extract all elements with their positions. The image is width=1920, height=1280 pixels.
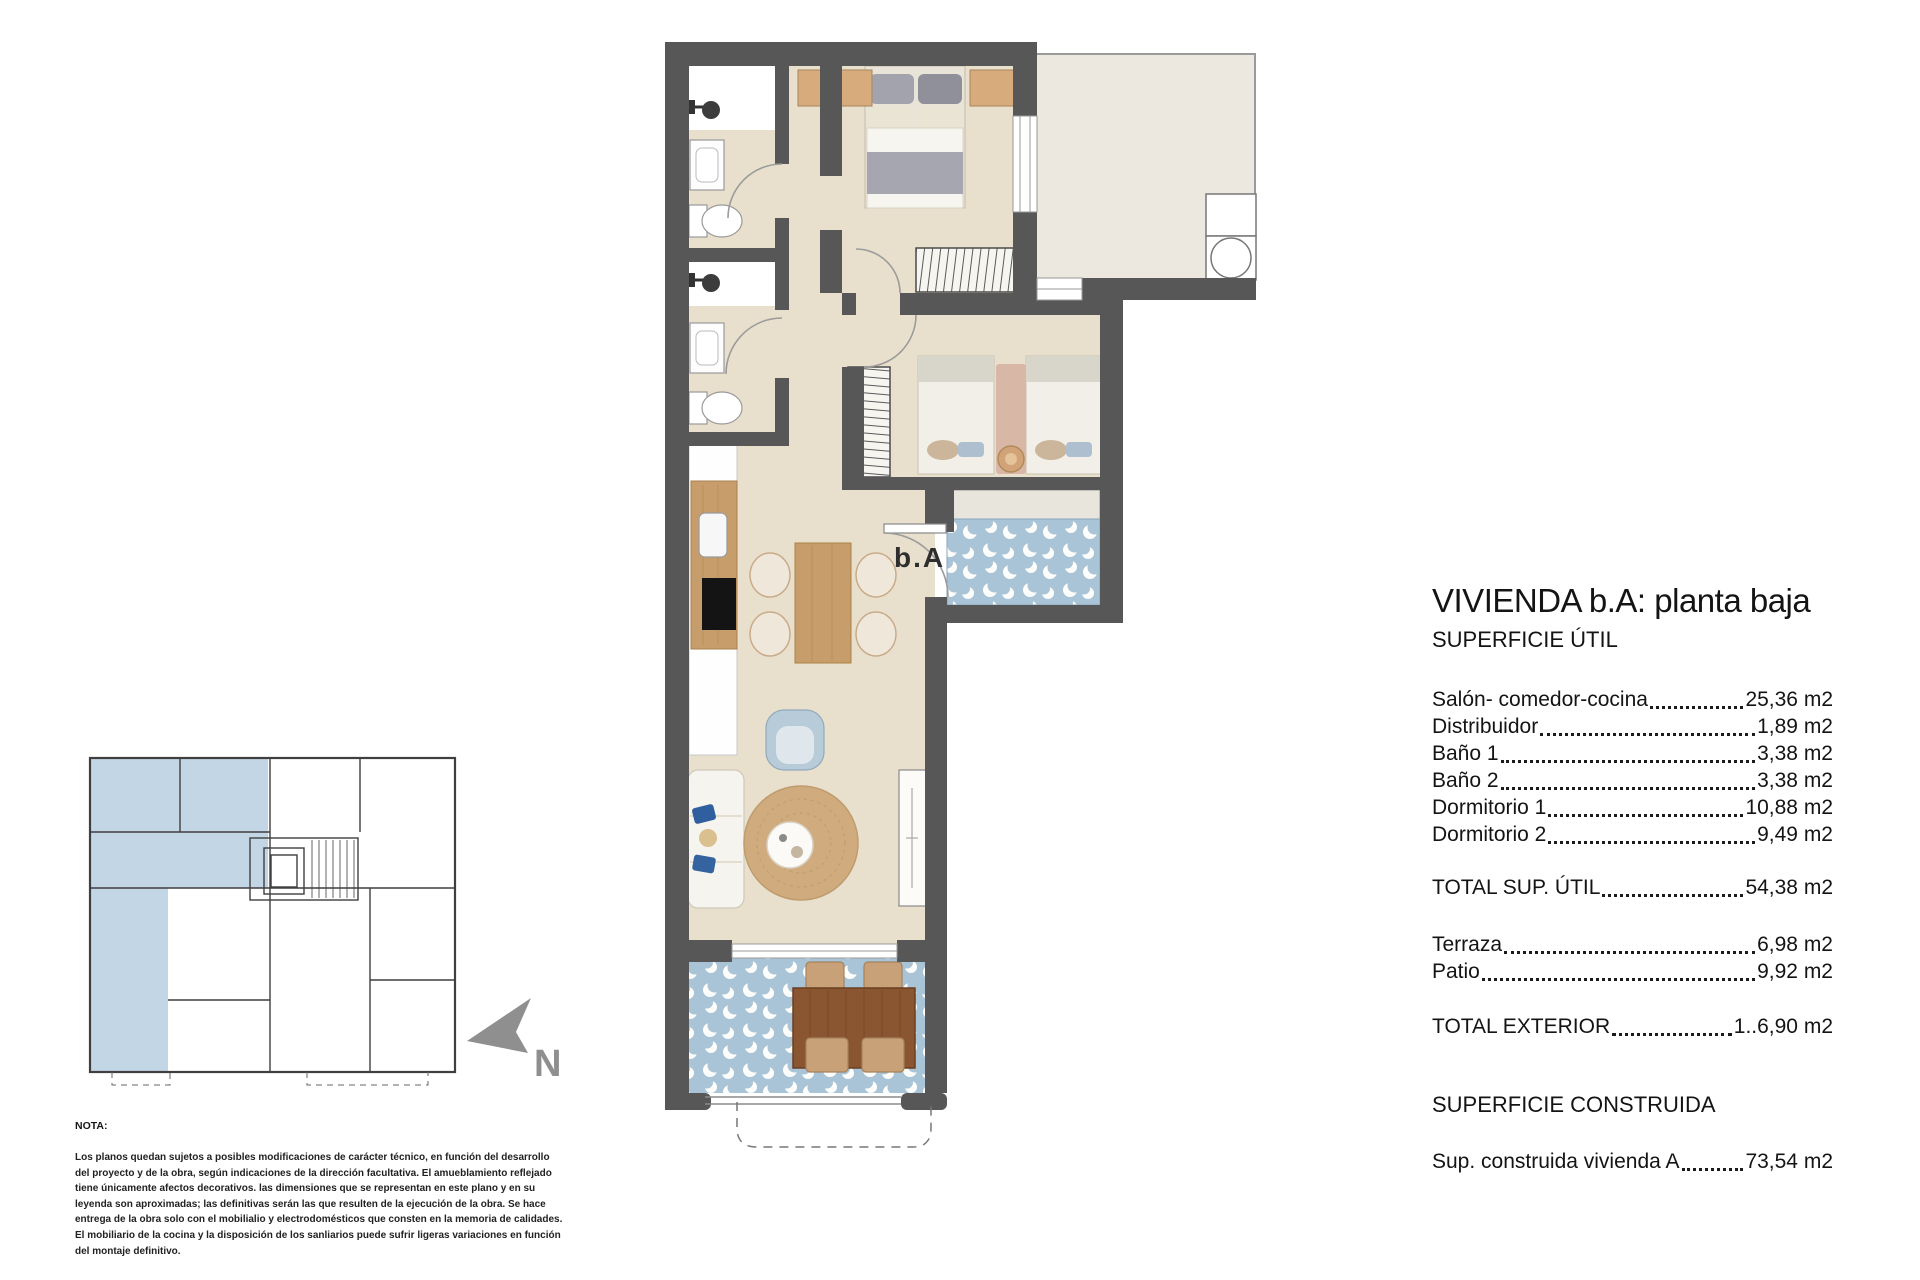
sliding-door <box>732 944 897 958</box>
built-surface-row <box>1432 1148 1833 1175</box>
surface-value: 9,49 m2 <box>1757 823 1833 846</box>
kitchen-counter <box>691 481 737 649</box>
single-bed <box>918 356 994 474</box>
dotted-leader <box>1602 894 1743 897</box>
north-arrow <box>467 998 561 1085</box>
nota-paragraph <box>75 1150 562 1259</box>
dining-table <box>795 543 851 663</box>
terrace-unit <box>1206 194 1256 236</box>
entrance-door-leaf <box>884 524 946 533</box>
north-label-text: N <box>534 1043 562 1085</box>
surface-label: TOTAL SUP. ÚTIL <box>1432 876 1601 899</box>
surface-label: Dormitorio 2 <box>1432 823 1547 846</box>
unit-label: b.A <box>894 542 946 573</box>
key-plan <box>90 758 455 1085</box>
dotted-leader <box>1504 951 1755 954</box>
surface-row <box>1432 740 1833 767</box>
nota-line: leyenda son aproximadas; las definitivas serán las que resulten de la ejecución de la obra. Se hace <box>75 1198 546 1210</box>
dotted-leader <box>1548 841 1755 844</box>
surface-label: Salón- comedor-cocina <box>1432 688 1648 711</box>
awning-outline <box>737 1102 931 1147</box>
surface-label: Baño 2 <box>1432 769 1499 792</box>
main-floor-plan <box>665 42 1256 1147</box>
surface-value: 73,54 m2 <box>1745 1150 1833 1173</box>
surface-label: TOTAL EXTERIOR <box>1432 1015 1611 1038</box>
rooms-list <box>1432 686 1833 848</box>
info-panel <box>1432 582 1833 1175</box>
surface-label: Terraza <box>1432 933 1503 956</box>
sink <box>690 323 724 373</box>
double-bed <box>865 66 965 208</box>
surface-row <box>1432 767 1833 794</box>
total-exterior-row <box>1432 1013 1833 1040</box>
outdoor-chair <box>862 1038 904 1072</box>
total-util-row <box>1432 874 1833 901</box>
surface-row <box>1432 931 1833 958</box>
chair <box>750 553 790 597</box>
surface-value: 10,88 m2 <box>1745 796 1833 819</box>
surface-value: 9,92 m2 <box>1757 960 1833 983</box>
surface-row <box>1432 821 1833 848</box>
chair <box>750 612 790 656</box>
nota-title: NOTA: <box>75 1120 108 1132</box>
patio-planter <box>952 490 1100 519</box>
surface-value: 1..6,90 m2 <box>1733 1015 1833 1038</box>
chair <box>856 553 896 597</box>
surface-row <box>1432 686 1833 713</box>
nota-line: El mobiliario de la cocina y la disposición de los sanliarios puede sufrir ligeras variaciones en función <box>75 1229 561 1241</box>
keyplan-terrace-outline <box>112 1072 170 1085</box>
surface-row <box>1432 713 1833 740</box>
section-superficie-construida: SUPERFICIE CONSTRUIDA <box>1432 1092 1716 1117</box>
nota-block <box>75 1120 562 1259</box>
outdoor-chair <box>806 1038 848 1072</box>
nota-line: Los planos quedan sujetos a posibles modificaciones de carácter técnico, en función del desarrollo <box>75 1152 550 1163</box>
dotted-leader <box>1548 814 1743 817</box>
single-bed <box>1026 356 1102 474</box>
nota-line: entrega de la obra solo con el mobilialio y electrodomésticos que consten en la memoria de calidades. <box>75 1214 563 1226</box>
nota-line: del montaje definitivo. <box>75 1245 181 1257</box>
toilet <box>689 205 742 237</box>
dotted-leader <box>1612 1033 1732 1036</box>
tv-bench <box>899 770 926 906</box>
stair-hatch <box>312 840 354 898</box>
surface-row <box>1432 958 1833 985</box>
surface-value: 25,36 m2 <box>1745 688 1833 711</box>
surface-value: 54,38 m2 <box>1745 876 1833 899</box>
dotted-leader <box>1482 978 1755 981</box>
chair <box>856 612 896 656</box>
coffee-table <box>767 822 813 868</box>
surface-value: 3,38 m2 <box>1757 742 1833 765</box>
dotted-leader <box>1501 787 1756 790</box>
patio-area <box>947 519 1100 605</box>
dotted-leader <box>1501 760 1756 763</box>
outdoor-chair <box>806 962 844 990</box>
toilet <box>689 392 742 424</box>
cooktop <box>702 578 736 630</box>
dotted-leader <box>1682 1168 1744 1171</box>
dotted-leader <box>1540 733 1755 736</box>
unit-highlight <box>90 758 268 1072</box>
surface-value: 3,38 m2 <box>1757 769 1833 792</box>
wardrobe <box>916 248 1015 292</box>
nota-line: tiene únicamente afectos decorativos. las dimensiones que se representan en este plano y en su <box>75 1183 536 1195</box>
outdoor-chair <box>864 962 902 990</box>
surface-row <box>1432 794 1833 821</box>
sofa <box>688 770 744 908</box>
surface-label: Baño 1 <box>1432 742 1499 765</box>
keyplan-terrace-outline <box>307 1072 428 1085</box>
window <box>1037 278 1082 300</box>
dotted-leader <box>1650 706 1744 709</box>
armchair <box>766 710 824 770</box>
surface-label: Sup. construida vivienda A <box>1432 1150 1680 1173</box>
nightstand <box>970 70 1014 106</box>
surface-label: Patio <box>1432 960 1480 983</box>
exterior-list <box>1432 931 1833 985</box>
surface-value: 1,89 m2 <box>1757 715 1833 738</box>
kitchen-sink <box>699 513 727 557</box>
sink <box>690 140 724 190</box>
section-superficie-util: SUPERFICIE ÚTIL <box>1432 627 1618 652</box>
page-title: VIVIENDA b.A: planta baja <box>1432 582 1811 619</box>
window <box>1013 116 1037 212</box>
surface-value: 6,98 m2 <box>1757 933 1833 956</box>
surface-label: Distribuidor <box>1432 715 1539 738</box>
nota-line: del proyecto y de la obra, según indicaciones de la dirección facultativa. El amueblamiento reflejado <box>75 1167 552 1179</box>
surface-label: Dormitorio 1 <box>1432 796 1547 819</box>
